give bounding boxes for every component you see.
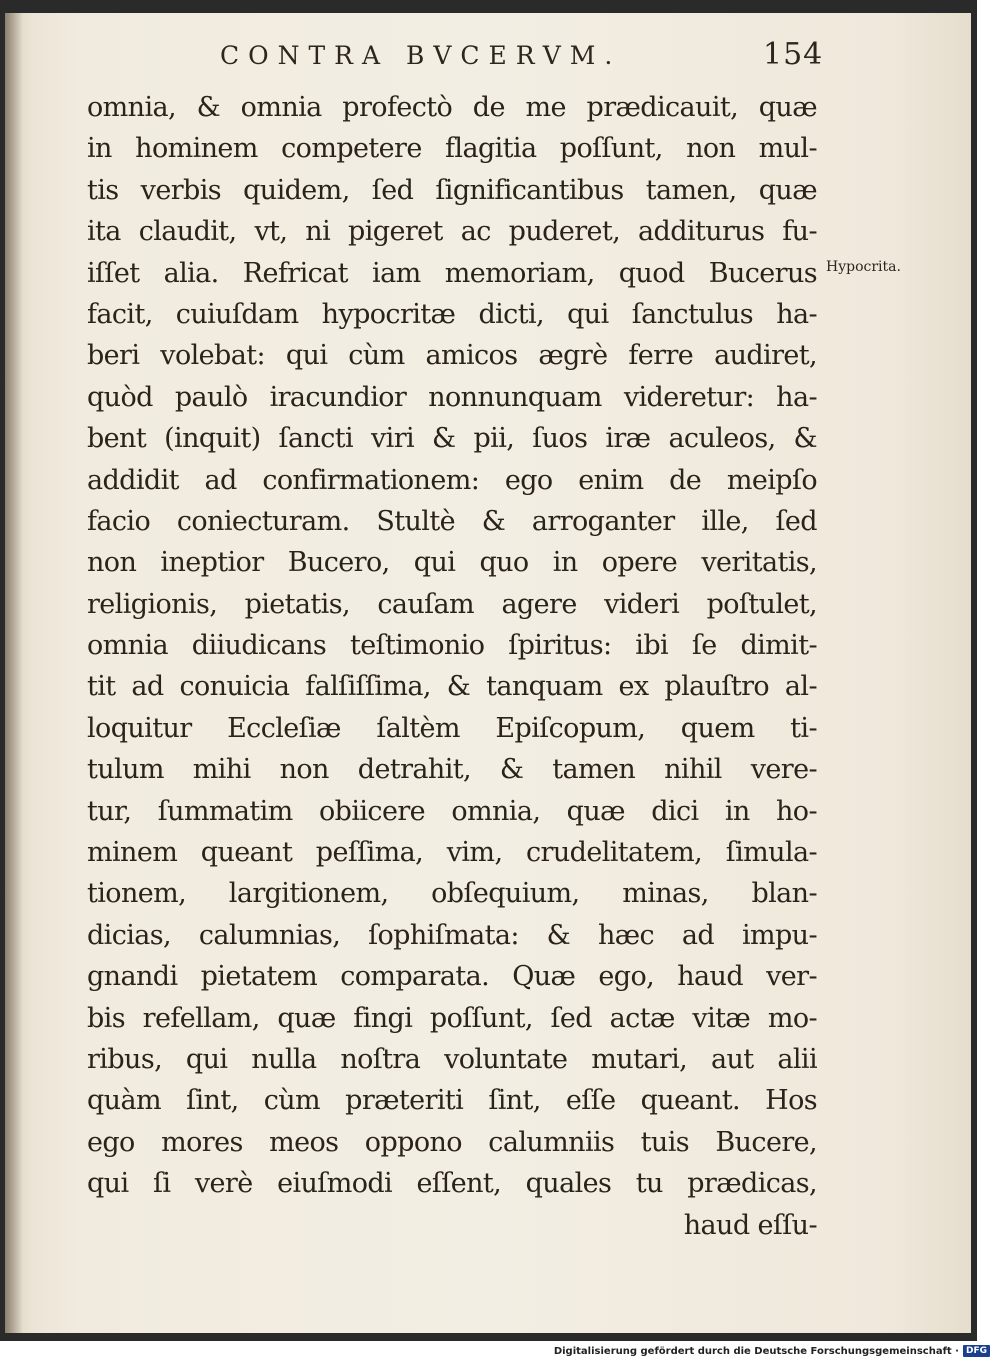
marginal-note: Hypocrita.: [826, 259, 901, 275]
text-line: ego mores meos oppono calumniis tuis Bucere,: [87, 1126, 817, 1158]
book-page: [5, 13, 971, 1333]
text-line: quòd paulò iracundior nonnunquam videretur: ha-: [87, 381, 817, 413]
text-line: non ineptior Bucero, qui quo in opere veritatis,: [87, 547, 817, 579]
text-line: tit ad conuicia falſiſſima, & tanquam ex plauſtro al-: [87, 671, 817, 703]
text-line: tis verbis quidem, ſed ſignificantibus tamen, quæ: [87, 174, 817, 206]
text-line: tulum mihi non detrahit, & tamen nihil vere-: [87, 754, 817, 786]
digitization-credit: [520, 1345, 990, 1357]
text-line: omnia diiudicans teſtimonio ſpiritus: ibi ſe dimit-: [87, 630, 817, 662]
text-line: gnandi pietatem comparata. Quæ ego, haud ver-: [87, 961, 817, 993]
text-line: quàm ſint, cùm præteriti ſint, eſſe queant. Hos: [87, 1085, 817, 1117]
text-line: bis refellam, quæ fingi poſſunt, ſed actæ vitæ mo-: [87, 1002, 817, 1034]
text-line: qui ſi verè eiuſmodi eſſent, quales tu prædicas,: [87, 1168, 817, 1200]
text-line: in hominem competere flagitia poſſunt, non mul-: [87, 133, 817, 165]
text-line: omnia, & omnia profectò de me prædicauit, quæ: [87, 92, 817, 123]
credit-text: Digitalisierung gefördert durch die Deutsche Forschungsgemeinschaft ·: [553, 1346, 959, 1357]
text-line: minem queant peſſima, vim, crudelitatem, ſimula-: [87, 837, 817, 869]
text-line: loquitur Eccleſiæ ſaltèm Epiſcopum, quem ti-: [87, 712, 817, 744]
text-line: ita claudit, vt, ni pigeret ac puderet, additurus fu-: [87, 216, 817, 248]
text-line: religionis, pietatis, cauſam agere videri poſtulet,: [87, 588, 817, 620]
text-line: dicias, calumnias, ſophiſmata: & hæc ad impu-: [87, 919, 817, 951]
page-number: 154: [763, 37, 824, 72]
body-text: [87, 87, 817, 1246]
text-line: tionem, largitionem, obſequium, minas, blan-: [87, 878, 817, 910]
text-line: beri volebat: qui cùm amicos ægrè ferre audiret,: [87, 340, 817, 372]
text-line: facio coniecturam. Stultè & arroganter ille, ſed: [87, 505, 817, 537]
catchword-line: haud eſſu-: [683, 1209, 817, 1241]
text-line: ribus, qui nulla noſtra voluntate mutari, aut alii: [87, 1043, 817, 1075]
text-line: bent (inquit) ſancti viri & pii, ſuos iræ aculeos, &: [87, 423, 817, 455]
text-line: tur, ſummatim obiicere omnia, quæ dici in ho-: [87, 795, 817, 827]
text-line: addidit ad confirmationem: ego enim de meipſo: [87, 464, 817, 496]
binding-shadow: [5, 13, 23, 1333]
text-line: iſſet alia. Refricat iam memoriam, quod Bucerus: [87, 257, 817, 289]
running-head: CONTRA BVCERVM.: [220, 41, 622, 70]
dfg-logo: DFG: [963, 1345, 990, 1357]
text-line: facit, cuiuſdam hypocritæ dicti, qui ſanctulus ha-: [87, 298, 817, 330]
